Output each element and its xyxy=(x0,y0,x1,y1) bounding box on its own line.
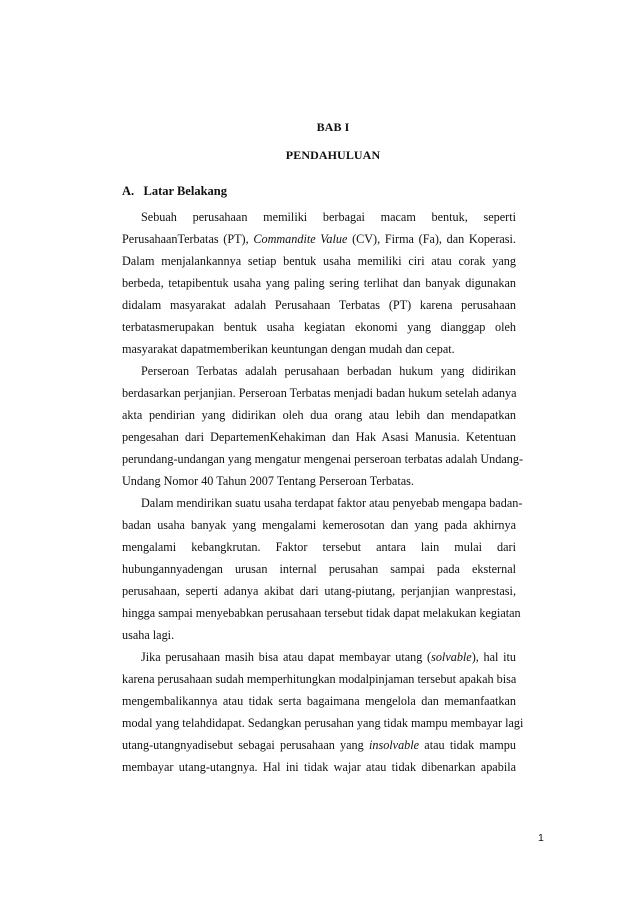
text-run: ), hal itu xyxy=(471,650,516,664)
italic-term: Commandite Value xyxy=(253,232,348,246)
text-run: atau tidak mampu xyxy=(419,738,516,752)
text-line: Undang Nomor 40 Tahun 2007 Tentang Perseroan Terbatas. xyxy=(122,474,414,488)
text-line: Perseroan Terbatas adalah perusahaan berbadan hukum yang didirikan xyxy=(141,364,516,378)
text-run: PerusahaanTerbatas (PT), xyxy=(122,232,254,246)
text-line xyxy=(122,646,516,668)
chapter-number: BAB I xyxy=(316,120,350,134)
text-line: Dalam menjalankannya setiap bentuk usaha memiliki ciri atau corak yang xyxy=(122,254,516,268)
text-line: didalam masyarakat adalah Perusahaan Terbatas (PT) karena perusahaan xyxy=(122,298,516,312)
text-line: mengalami kebangkrutan. Faktor tersebut antara lain mulai dari xyxy=(122,540,516,554)
text-line: mengembalikannya atau tidak serta bagaimana mengelola dan memanfaatkan xyxy=(122,694,516,708)
text-line: berbeda, tetapibentuk usaha yang paling sering terlihat dan banyak digunakan xyxy=(122,276,516,290)
italic-term: solvable xyxy=(431,650,472,664)
text-line: modal yang telahdidapat. Sedangkan perusahan yang tidak mampu membayar lagi xyxy=(122,716,524,730)
italic-term: insolvable xyxy=(368,738,420,752)
chapter-title: PENDAHULUAN xyxy=(285,148,381,162)
text-line: Sebuah perusahaan memiliki berbagai macam bentuk, seperti xyxy=(141,210,516,224)
text-line: terbatasmerupakan bentuk usaha kegiatan ekonomi yang dianggap oleh xyxy=(122,320,516,334)
text-line: perusahaan, seperti adanya akibat dari utang-piutang, perjanjian wanprestasi, xyxy=(122,584,516,598)
text-line: hingga sampai menyebabkan perusahaan tersebut tidak dapat melakukan kegiatan xyxy=(122,606,521,620)
text-line: badan usaha banyak yang mengalami kemerosotan dan yang pada akhirnya xyxy=(122,518,516,532)
text-line: Dalam mendirikan suatu usaha terdapat faktor atau penyebab mengapa badan- xyxy=(141,496,523,510)
text-run: (CV), Firma (Fa), dan Koperasi. xyxy=(347,232,516,246)
body-text xyxy=(122,206,524,778)
text-line xyxy=(122,734,516,756)
text-line: perundang-undangan yang mengatur mengenai perseroan terbatas adalah Undang- xyxy=(122,452,524,466)
text-line: hubungannyadengan urusan internal perusahan sampai pada eksternal xyxy=(122,562,516,576)
text-line xyxy=(122,228,516,250)
text-run: utang-utangnyadisebut sebagai perusahaan yang xyxy=(122,738,369,752)
text-line: karena perusahaan sudah memperhitungkan modalpinjaman tersebut apakah bisa xyxy=(122,672,517,686)
text-line: masyarakat dapatmemberikan keuntungan dengan mudah dan cepat. xyxy=(122,342,455,356)
page-number: 1 xyxy=(538,832,544,844)
text-line: usaha lagi. xyxy=(122,628,175,642)
text-line: membayar utang-utangnya. Hal ini tidak wajar atau tidak dibenarkan apabila xyxy=(122,760,516,774)
text-line: berdasarkan perjanjian. Perseroan Terbatas menjadi badan hukum setelah adanya xyxy=(122,386,517,400)
text-run: Jika perusahaan masih bisa atau dapat membayar utang ( xyxy=(141,650,432,664)
section-heading: A. Latar Belakang xyxy=(122,184,227,198)
text-line: akta pendirian yang didirikan oleh dua orang atau lebih dan mendapatkan xyxy=(122,408,516,422)
text-line: pengesahan dari DepartemenKehakiman dan Hak Asasi Manusia. Ketentuan xyxy=(122,430,516,444)
